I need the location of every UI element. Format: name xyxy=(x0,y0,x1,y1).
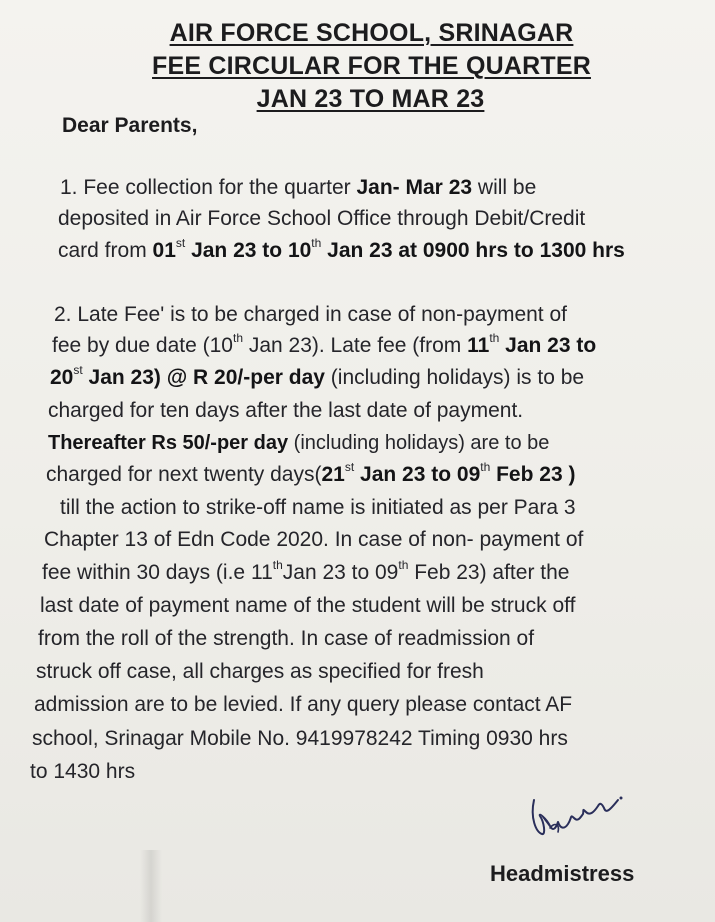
para2-line-15: to 1430 hrs xyxy=(30,760,136,783)
circular-title-heading: FEE CIRCULAR FOR THE QUARTER xyxy=(152,52,591,80)
para2-line-1: 2. Late Fee' is to be charged in case of non-payment of xyxy=(54,303,567,326)
para2-line-14: school, Srinagar Mobile No. 9419978242 Timing 0930 hrs xyxy=(32,727,568,750)
quarter-period-heading: JAN 23 TO MAR 23 xyxy=(256,85,485,113)
para2-line-8: Chapter 13 of Edn Code 2020. In case of non- payment of xyxy=(44,528,584,551)
paper-fold-shadow xyxy=(140,850,162,922)
handwritten-signature xyxy=(520,788,640,858)
para2-line-5: Thereafter Rs 50/-per day (including holidays) are to be xyxy=(48,432,550,454)
para2-line-10: last date of payment name of the student will be struck off xyxy=(40,594,576,617)
school-name-heading: AIR FORCE SCHOOL, SRINAGAR xyxy=(169,19,574,47)
salutation: Dear Parents, xyxy=(62,114,198,137)
para1-line-3: card from 01st Jan 23 to 10th Jan 23 at 0900 hrs to 1300 hrs xyxy=(58,236,625,262)
para1-line-2: deposited in Air Force School Office through Debit/Credit xyxy=(58,207,586,230)
para2-line-3: 20st Jan 23) @ R 20/-per day (including holidays) is to be xyxy=(50,363,585,389)
signatory-title: Headmistress xyxy=(490,861,635,886)
para2-line-9: fee within 30 days (i.e 11thJan 23 to 09th Feb 23) after the xyxy=(42,558,570,584)
para1-line-1: 1. Fee collection for the quarter Jan- Mar 23 will be xyxy=(60,176,537,199)
para2-line-2: fee by due date (10th Jan 23). Late fee (from 11th Jan 23 to xyxy=(52,331,597,357)
para2-line-7: till the action to strike-off name is initiated as per Para 3 xyxy=(60,496,576,519)
para2-line-6: charged for next twenty days(21st Jan 23 to 09th Feb 23 ) xyxy=(46,460,576,486)
para2-line-13: admission are to be levied. If any query please contact AF xyxy=(34,693,573,716)
para2-line-11: from the roll of the strength. In case of readmission of xyxy=(38,627,535,650)
para2-line-12: struck off case, all charges as specified for fresh xyxy=(36,660,484,683)
para2-line-4: charged for ten days after the last date of payment. xyxy=(48,399,524,422)
